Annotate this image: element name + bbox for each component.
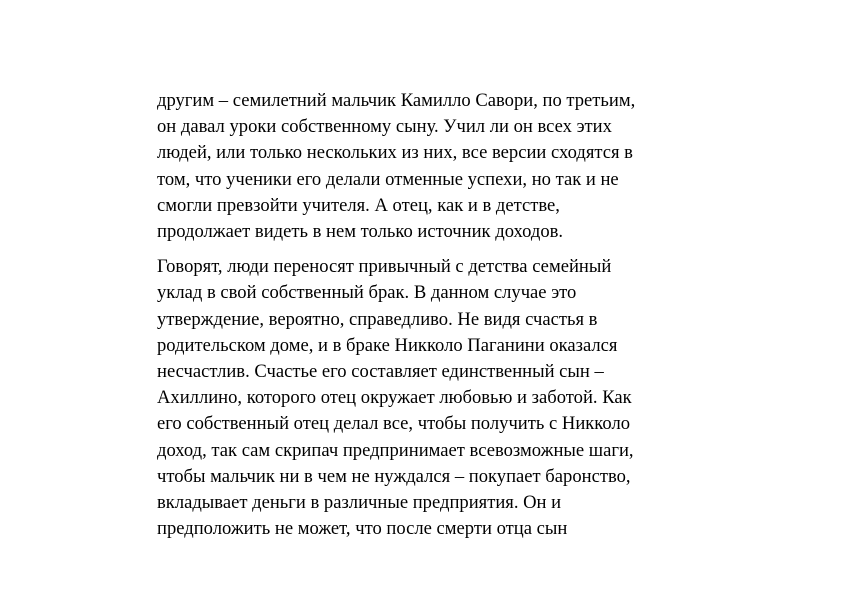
text-line: другим – семилетний мальчик Камилло Савори, по третьим,: [157, 90, 636, 111]
text-line: том, что ученики его делали отменные успехи, но так и не: [157, 168, 619, 190]
text-line: Ахиллино, которого отец окружает любовью и заботой. Как: [157, 387, 632, 409]
text-line: он давал уроки собственному сыну. Учил ли он всех этих: [157, 116, 612, 138]
text-line: смогли превзойти учителя. А отец, как и в детстве,: [157, 194, 560, 216]
text-line: предположить не может, что после смерти отца сын: [157, 518, 568, 540]
paragraph-2: [157, 254, 732, 542]
text-line: несчастлив. Счастье его составляет единственный сын –: [157, 361, 604, 383]
text-line: его собственный отец делал все, чтобы получить с Никколо: [157, 413, 631, 435]
text-line: людей, или только нескольких из них, все версии сходятся в: [157, 142, 633, 164]
paragraph-1: [157, 88, 732, 245]
text-line: родительском доме, и в браке Никколо Паганини оказался: [157, 334, 618, 356]
text-line: продолжает видеть в нем только источник доходов.: [157, 221, 564, 243]
text-line: вкладывает деньги в различные предприятия. Он и: [157, 492, 562, 514]
text-line: чтобы мальчик ни в чем не нуждался – покупает баронство,: [157, 465, 631, 487]
text-line: Говорят, люди переносят привычный с детства семейный: [157, 256, 612, 278]
body-text: [157, 88, 732, 542]
text-line: доход, так сам скрипач предпринимает всевозможные шаги,: [157, 439, 634, 461]
text-line: утверждение, вероятно, справедливо. Не видя счастья в: [157, 308, 598, 330]
text-line: уклад в свой собственный брак. В данном случае это: [157, 282, 577, 304]
